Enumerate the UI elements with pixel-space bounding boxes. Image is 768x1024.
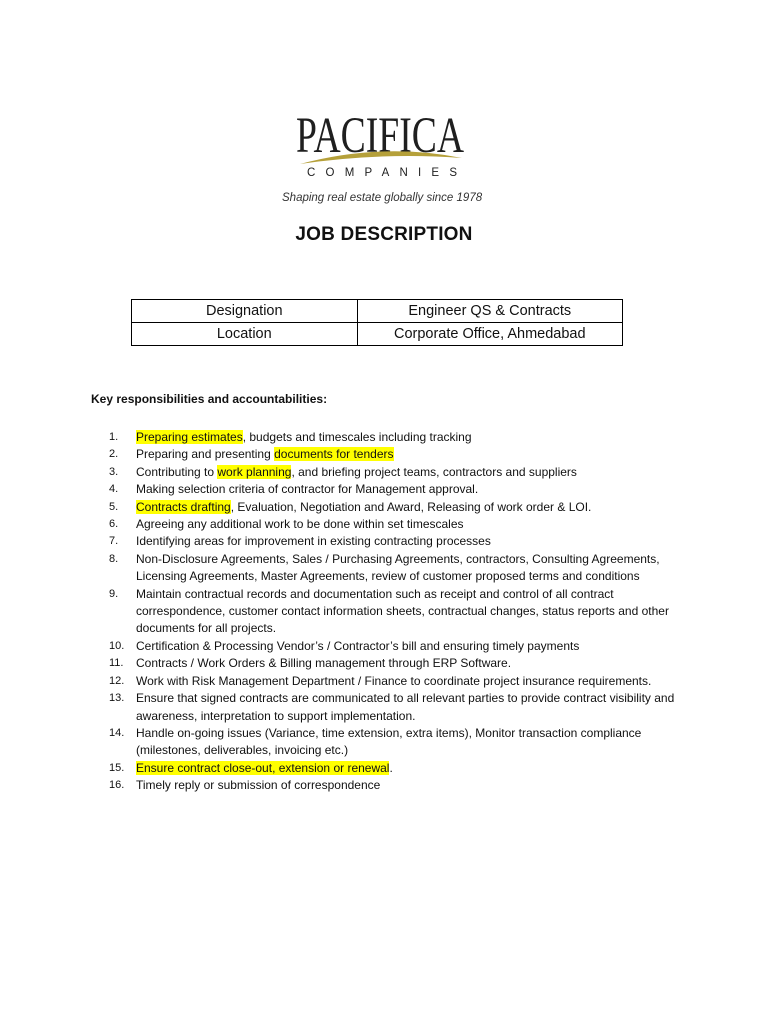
highlighted-text: Ensure contract close-out, extension or renewal [136, 760, 390, 775]
list-item [0, 777, 676, 794]
list-item [0, 655, 676, 672]
job-info-table [131, 299, 623, 346]
list-item-number: 9. [109, 587, 119, 600]
list-item [0, 533, 676, 550]
list-item-number: 16. [109, 779, 125, 792]
section-heading: Key responsibilities and accountabilities: [91, 392, 328, 406]
list-item [0, 446, 676, 463]
highlighted-text: Contracts drafting [136, 499, 231, 514]
list-item-number: 7. [109, 535, 119, 548]
designation-label: Designation [132, 300, 358, 323]
list-item-text: Timely reply or submission of correspondence [136, 778, 381, 793]
list-item [0, 673, 676, 690]
list-item [0, 725, 676, 760]
list-item [0, 760, 676, 777]
list-item-number: 6. [109, 518, 119, 531]
list-item-text: Contracts / Work Orders & Billing management through ERP Software. [136, 656, 512, 671]
table-row [132, 300, 623, 323]
highlighted-text: documents for tenders [274, 447, 394, 462]
list-item-text: Agreeing any additional work to be done within set timescales [136, 517, 464, 532]
pacifica-logo-icon [282, 96, 490, 188]
list-item-text: Handle on-going issues (Variance, time extension, extra items), Monitor transaction compliance (milestones, deliverables, invoicing etc.) [136, 725, 642, 758]
logo-wordmark: PACIFICA [296, 108, 465, 164]
list-item [0, 516, 676, 533]
list-item-text: Ensure that signed contracts are communicated to all relevant parties to provide contract visibility and awareness, interpretation to support implementation. [136, 691, 675, 723]
list-item-text: Preparing and presenting [136, 447, 275, 462]
responsibilities-list [0, 429, 768, 795]
list-item-number: 11. [109, 657, 124, 670]
company-logo [282, 96, 490, 211]
list-item-text: Making selection criteria of contractor for Management approval. [136, 482, 479, 497]
list-item-text: , budgets and timescales including tracking [242, 430, 472, 444]
list-item-number: 1. [109, 431, 119, 443]
page-title: JOB DESCRIPTION [295, 224, 473, 245]
highlighted-text: work planning [217, 464, 292, 479]
list-item-text: Identifying areas for improvement in existing contracting processes [136, 534, 491, 549]
list-item-text: Non-Disclosure Agreements, Sales / Purchasing Agreements, contractors, Consulting Agreements, Licensing Agreements, Master Agreements, review of customer proposed terms and conditions [136, 551, 660, 584]
location-value: Corporate Office, Ahmedabad [357, 323, 622, 346]
designation-value: Engineer QS & Contracts [357, 300, 622, 323]
list-item-number: 4. [109, 483, 119, 496]
list-item-number: 12. [109, 674, 125, 687]
list-item [0, 429, 676, 446]
list-item-number: 5. [109, 500, 119, 513]
table-row [132, 323, 623, 346]
list-item [0, 464, 676, 481]
list-item-number: 2. [109, 448, 119, 461]
list-item-text: , and briefing project teams, contractors and suppliers [291, 464, 577, 479]
list-item-number: 13. [109, 692, 125, 705]
list-item [0, 481, 676, 498]
list-item [0, 638, 676, 655]
list-item-text: Certification & Processing Vendor’s / Contractor’s bill and ensuring timely payments [136, 638, 580, 653]
logo-tagline: Shaping real estate globally since 1978 [282, 192, 483, 204]
location-label: Location [132, 323, 358, 346]
list-item-number: 15. [109, 761, 125, 774]
list-item-text: , Evaluation, Negotiation and Award, Releasing of work order & LOI. [230, 499, 592, 514]
list-item-number: 14. [109, 726, 125, 739]
list-item [0, 499, 676, 516]
list-item-text: Contributing to [136, 464, 218, 479]
list-item [0, 586, 676, 638]
list-item [0, 551, 676, 586]
list-item-number: 10. [109, 639, 125, 652]
list-item-number: 3. [109, 465, 119, 478]
list-item-text: Work with Risk Management Department / Finance to coordinate project insurance requirements. [136, 673, 652, 688]
logo-subtitle: COMPANIES [307, 167, 457, 179]
highlighted-text: Preparing estimates [136, 430, 243, 444]
list-item-number: 8. [109, 552, 119, 565]
list-item [0, 690, 676, 725]
list-item-text: Maintain contractual records and documentation such as receipt and control of all contract correspondence, customer contact information sheets, contractual changes, status reports and other documents for all projects. [136, 586, 669, 636]
list-item-text: . [389, 760, 393, 775]
